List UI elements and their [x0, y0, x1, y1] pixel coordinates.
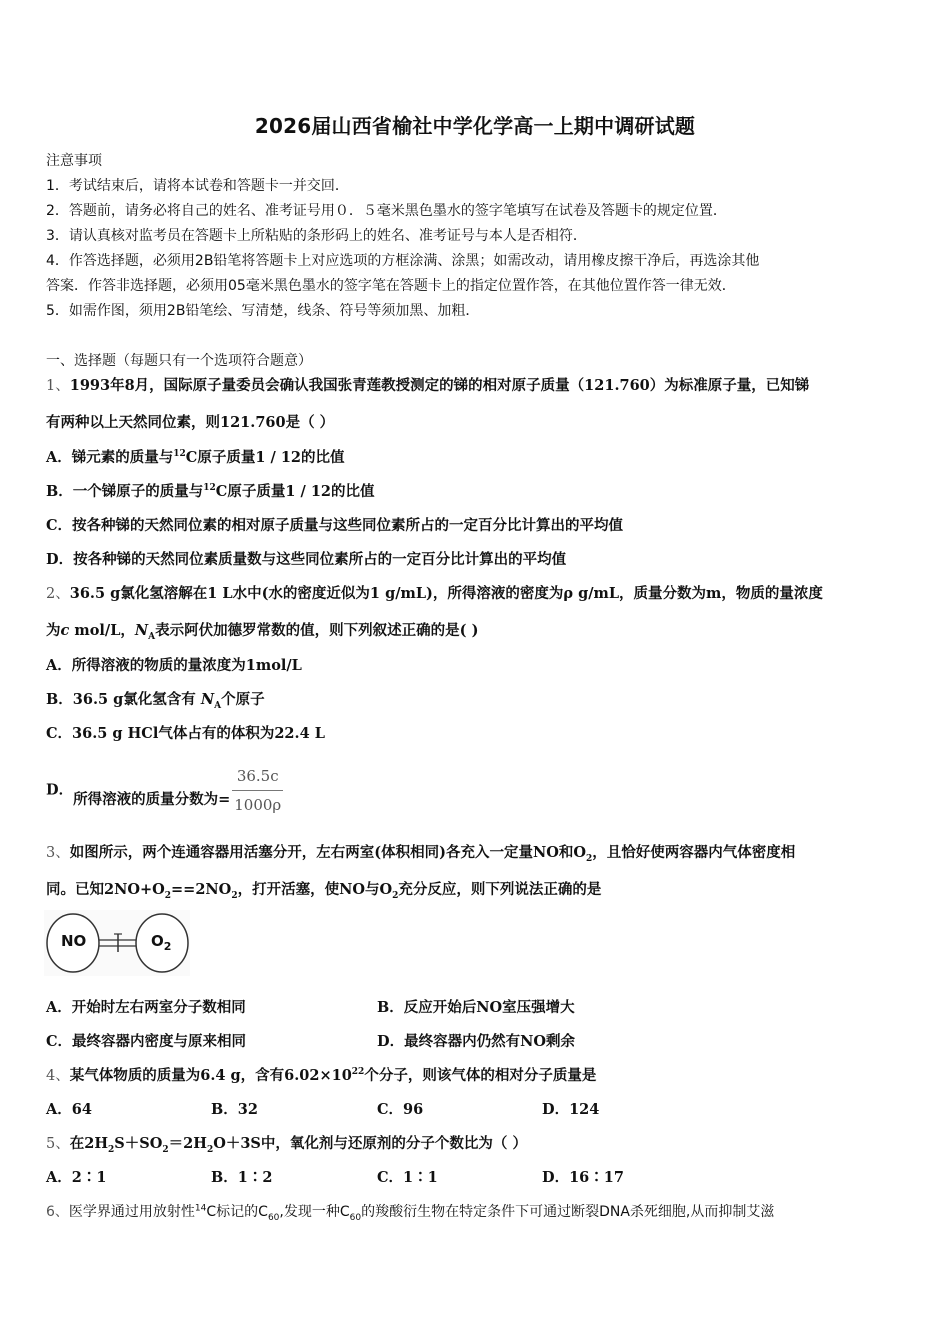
- question-text: ，且恰好使两容器内气体密度相: [592, 844, 796, 861]
- subscript: 2: [163, 940, 172, 953]
- option-text: 一个锑原子的质量与: [72, 483, 204, 500]
- question-text: 在2H: [69, 1135, 109, 1152]
- option-text: 2∶1: [71, 1169, 107, 1186]
- option-text: 16∶17: [569, 1169, 624, 1186]
- option-text: 36.5 g氯化氢含有: [72, 691, 201, 708]
- superscript: 22: [351, 1067, 365, 1078]
- question-3-stem-cont: [46, 880, 601, 900]
- option-text: 32: [237, 1101, 258, 1118]
- subscript: 2: [108, 1144, 115, 1155]
- question-4-stem: [46, 1066, 596, 1086]
- fraction: [232, 764, 283, 817]
- question-text: mol/L，: [69, 622, 135, 639]
- option-label: D．: [46, 781, 74, 799]
- connected-containers-diagram: [44, 910, 190, 976]
- question-text: 医学界通过用放射性: [68, 1204, 195, 1220]
- subscript: 2: [164, 890, 172, 901]
- subscript: 2: [162, 1144, 169, 1155]
- notice-item-5: 5．如需作图，须用2B铅笔绘、写清楚，线条、符号等须加黑、加粗．: [46, 303, 480, 319]
- option-text: 最终容器内仍然有NO剩余: [404, 1033, 575, 1050]
- question-3-stem: [46, 843, 795, 863]
- option-text: 所得溶液的质量分数为=: [73, 790, 231, 808]
- option-label: D．: [542, 1101, 570, 1118]
- option-label: C．: [377, 1169, 404, 1186]
- question-1-option-d: [46, 550, 566, 570]
- question-6-stem: [46, 1202, 774, 1222]
- question-5-stem: [46, 1134, 527, 1154]
- question-text: 的羧酸衍生物在特定条件下可通过断裂DNA杀死细胞,从而抑制艾滋: [361, 1204, 775, 1220]
- question-number: 1、: [46, 378, 70, 394]
- notice-item-2: 2．答题前，请务必将自己的姓名、准考证号用０．５毫米黑色墨水的签字笔填写在试卷及答题卡的规定位置．: [46, 203, 727, 219]
- question-2-stem-cont: [46, 621, 478, 641]
- option-text: 1∶1: [403, 1169, 438, 1186]
- question-text: O＋3S中，氧化剂与还原剂的分子个数比为（ ）: [213, 1135, 527, 1152]
- question-1-stem: [46, 376, 809, 396]
- diagram-label-no: NO: [61, 932, 87, 950]
- question-text: S＋SO: [114, 1135, 163, 1152]
- question-2-option-a: [46, 656, 302, 676]
- option-label: B．: [211, 1169, 238, 1186]
- question-text: 充分反应，则下列说法正确的是: [398, 881, 602, 898]
- question-text: 表示阿伏加德罗常数的值，则下列叙述正确的是( ): [155, 622, 479, 639]
- option-label: A．: [46, 999, 72, 1016]
- subscript: 2: [231, 890, 238, 901]
- variable-n: N: [200, 691, 215, 708]
- question-4-option-b: [211, 1100, 258, 1120]
- option-label: B．: [46, 483, 73, 500]
- question-5-option-c: [377, 1168, 438, 1188]
- notice-item-4-cont: 答案．作答非选择题，必须用05毫米黑色墨水的签字笔在答题卡上的指定位置作答，在其他位置作答一律无效．: [46, 278, 736, 294]
- subscript: 2: [206, 1144, 214, 1155]
- variable-c: c: [60, 622, 70, 639]
- option-label: A．: [46, 1101, 72, 1118]
- question-text: 1993年8月，国际原子量委员会确认我国张青莲教授测定的锑的相对原子质量（121.760）为标准原子量，已知锑: [69, 377, 810, 394]
- question-number: 2、: [46, 586, 70, 602]
- subscript: 2: [585, 853, 593, 864]
- option-label: B．: [377, 999, 404, 1016]
- option-label: A．: [46, 1169, 72, 1186]
- question-5-option-a: [46, 1168, 106, 1188]
- question-1-stem-cont: 有两种以上天然同位素，则121.760是（ ）: [46, 414, 335, 431]
- question-1-option-b: [46, 482, 375, 502]
- diagram-label-o: O: [151, 932, 164, 950]
- option-label: B．: [46, 691, 73, 708]
- question-text: ＝2H: [168, 1135, 207, 1152]
- question-3-option-c: [46, 1032, 246, 1052]
- option-text: 1∶2: [237, 1169, 273, 1186]
- option-text: 锑元素的质量与: [71, 449, 174, 466]
- page-title: 2026届山西省榆社中学化学高一上期中调研试题: [254, 114, 696, 138]
- option-text: 64: [71, 1101, 92, 1118]
- option-label: C．: [46, 517, 73, 534]
- subscript: 2: [392, 890, 399, 901]
- option-label: C．: [377, 1101, 404, 1118]
- question-text: 同。已知2NO+O: [46, 881, 165, 898]
- question-2-option-b: [46, 690, 265, 710]
- option-label: C．: [46, 1033, 73, 1050]
- question-number: 3、: [46, 845, 70, 861]
- option-label: A．: [46, 657, 72, 674]
- question-text: 36.5 g氯化氢溶解在1 L水中(水的密度近似为1 g/mL)，所得溶液的密度为ρ g/mL，质量分数为m，物质的量浓度: [69, 585, 823, 602]
- question-1-option-a: [46, 448, 345, 468]
- option-text: 所得溶液的物质的量浓度为1mol/L: [71, 657, 302, 674]
- option-text: 反应开始后NO室压强增大: [403, 999, 575, 1016]
- question-number: 4、: [46, 1068, 70, 1084]
- question-4-option-d: [542, 1100, 599, 1120]
- question-number: 6、: [46, 1204, 69, 1220]
- option-text: 96: [403, 1101, 424, 1118]
- question-2-stem: [46, 584, 823, 604]
- question-4-option-c: [377, 1100, 423, 1120]
- fraction-numerator: 36.5c: [232, 764, 283, 791]
- option-text: C原子质量1 / 12的比值: [185, 449, 345, 466]
- subscript: A: [148, 631, 156, 642]
- question-text: 如图所示，两个连通容器用活塞分开，左右两室(体积相同)各充入一定量NO和O: [69, 844, 586, 861]
- section-heading: 一、选择题（每题只有一个选项符合题意）: [46, 353, 312, 369]
- notice-item-4: 4．作答选择题，必须用2B铅笔将答题卡上对应选项的方框涂满、涂黑；如需改动，请用橡皮擦干净后，再选涂其他: [46, 253, 760, 269]
- question-3-option-d: [377, 1032, 575, 1052]
- notice-item-1: 1．考试结束后，请将本试卷和答题卡一并交回．: [46, 178, 349, 194]
- subscript: 60: [349, 1212, 362, 1223]
- notice-heading: 注意事项: [46, 153, 102, 169]
- option-label: C．: [46, 725, 73, 742]
- subscript: 60: [267, 1212, 280, 1223]
- option-text: 124: [569, 1101, 600, 1118]
- question-text: 为: [46, 622, 61, 639]
- question-text: 某气体物质的质量为6.4 g，含有6.02×10: [69, 1067, 352, 1084]
- option-text: 最终容器内密度与原来相同: [72, 1033, 247, 1050]
- question-3-option-a: [46, 998, 246, 1018]
- option-text: 按各种锑的天然同位素质量数与这些同位素所占的一定百分比计算出的平均值: [73, 551, 567, 568]
- subscript: A: [214, 700, 222, 711]
- question-5-option-b: [211, 1168, 272, 1188]
- superscript: 12: [173, 449, 186, 460]
- question-text: ==2NO: [171, 881, 232, 898]
- option-label: B．: [211, 1101, 238, 1118]
- notice-item-3: 3．请认真核对监考员在答题卡上所粘贴的条形码上的姓名、准考证号与本人是否相符．: [46, 228, 587, 244]
- option-text: 按各种锑的天然同位素的相对原子质量与这些同位素所占的一定百分比计算出的平均值: [72, 517, 624, 534]
- option-label: D．: [46, 551, 74, 568]
- question-1-option-c: [46, 516, 623, 536]
- question-text: ，打开活塞，使NO与O: [237, 881, 393, 898]
- question-2-option-c: [46, 724, 325, 744]
- question-4-option-a: [46, 1100, 92, 1120]
- option-text: 个原子: [221, 691, 265, 708]
- question-text: 个分子，则该气体的相对分子质量是: [364, 1067, 597, 1084]
- question-text: ,发现一种C: [279, 1204, 350, 1220]
- variable-n: N: [134, 622, 149, 639]
- question-2-option-d: [46, 764, 283, 817]
- superscript: 14: [194, 1203, 207, 1214]
- question-3-option-b: [377, 998, 575, 1018]
- option-label: A．: [46, 449, 72, 466]
- question-number: 5、: [46, 1136, 70, 1152]
- option-label: D．: [542, 1169, 570, 1186]
- option-label: D．: [377, 1033, 405, 1050]
- option-text: 36.5 g HCl气体占有的体积为22.4 L: [72, 725, 325, 742]
- diagram-label-o2: [151, 932, 172, 953]
- option-text: 开始时左右两室分子数相同: [71, 999, 246, 1016]
- fraction-denominator: 1000ρ: [234, 796, 282, 814]
- superscript: 12: [203, 483, 216, 494]
- question-text: C标记的C: [206, 1204, 268, 1220]
- option-text: C原子质量1 / 12的比值: [215, 483, 375, 500]
- question-5-option-d: [542, 1168, 624, 1188]
